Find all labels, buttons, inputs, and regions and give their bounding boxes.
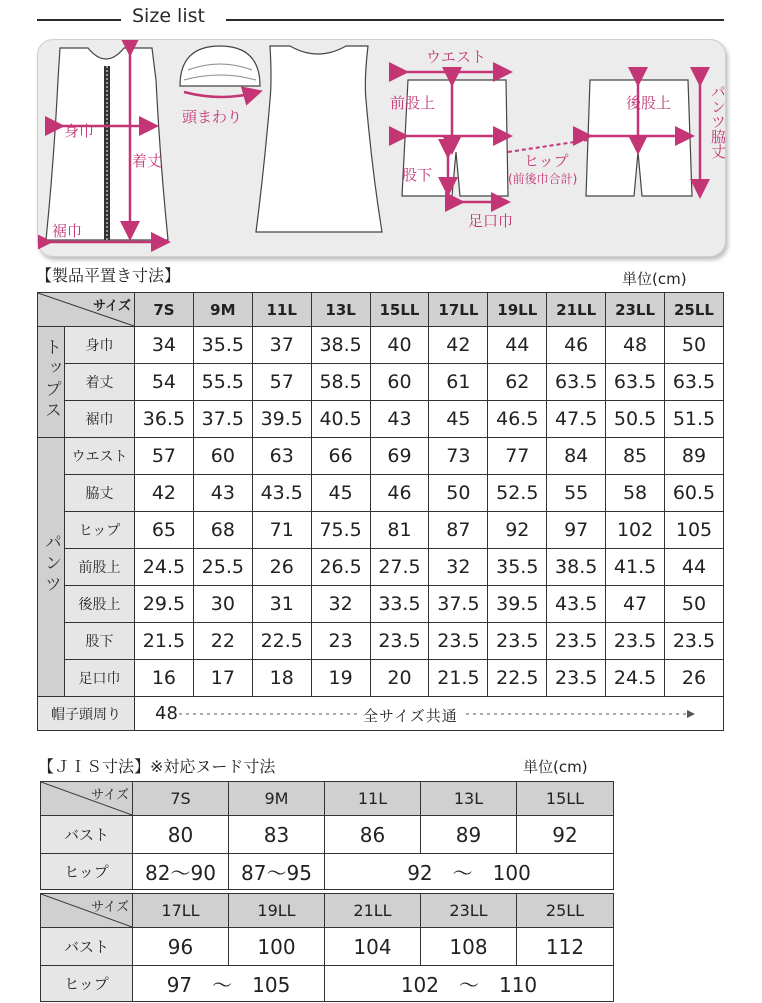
group-label [38, 438, 65, 697]
table-row [38, 327, 724, 364]
table-cell: 39.5 [488, 586, 547, 623]
table-cell: 37.5 [193, 401, 252, 438]
head-circ-arrow [184, 92, 258, 97]
label-length: 着丈 [132, 152, 163, 170]
label-hem-width: 裾巾 [52, 222, 83, 240]
table-cell: 35.5 [488, 549, 547, 586]
cap-outline [180, 46, 260, 86]
size-header-label: サイズ [93, 299, 131, 314]
table-cell: 24.5 [606, 660, 665, 697]
illustration-panel [37, 39, 726, 257]
jis-bust-cell: 80 [133, 816, 229, 854]
table-cell: 73 [429, 438, 488, 475]
table-cell: 87 [429, 512, 488, 549]
cap-row [38, 697, 724, 731]
size-column-header: 23LL [606, 293, 665, 327]
table-cell: 77 [488, 438, 547, 475]
size-column-header: 9M [193, 293, 252, 327]
jis-size-column-header: 25LL [517, 894, 614, 928]
jis-bust-label: バスト [41, 928, 133, 966]
table-cell: 63.5 [606, 364, 665, 401]
size-column-header: 11L [252, 293, 311, 327]
table-row [38, 549, 724, 586]
table-cell: 45 [429, 401, 488, 438]
table-cell: 75.5 [311, 512, 370, 549]
table-cell: 50 [665, 586, 724, 623]
product-table-unit: 単位(cm) [622, 270, 687, 288]
jis-size-column-header: 7S [133, 782, 229, 816]
table-row [38, 512, 724, 549]
label-back-rise: 後股上 [626, 94, 672, 112]
label-hip-note: (前後巾合計) [508, 172, 578, 186]
table-cell: 84 [547, 438, 606, 475]
row-label: 後股上 [65, 586, 135, 623]
table-cell: 26 [252, 549, 311, 586]
table-cell: 26.5 [311, 549, 370, 586]
row-label: 前股上 [65, 549, 135, 586]
row-label: 脇丈 [65, 475, 135, 512]
table-cell: 22 [193, 623, 252, 660]
jis-hip-cell: 82〜90 [133, 854, 229, 890]
label-leg-opening: 足口巾 [468, 212, 514, 230]
table-cell: 18 [252, 660, 311, 697]
row-label: 身巾 [65, 327, 135, 364]
jis-bust-cell: 92 [517, 816, 614, 854]
table-row [38, 660, 724, 697]
group-label [38, 327, 65, 438]
jis-size-column-header: 17LL [133, 894, 229, 928]
table-cell: 92 [488, 512, 547, 549]
table-cell: 30 [193, 586, 252, 623]
jis-bust-label: バスト [41, 816, 133, 854]
table-cell: 38.5 [311, 327, 370, 364]
table-cell: 22.5 [252, 623, 311, 660]
table-cell: 23.5 [547, 623, 606, 660]
row-label: 足口巾 [65, 660, 135, 697]
table-cell: 23.5 [665, 623, 724, 660]
table-cell: 21.5 [135, 623, 194, 660]
table-cell: 43 [370, 401, 429, 438]
row-label: 股下 [65, 623, 135, 660]
table-cell: 50.5 [606, 401, 665, 438]
table-cell: 61 [429, 364, 488, 401]
jis-size-header-corner [41, 894, 133, 928]
row-label: 着丈 [65, 364, 135, 401]
size-column-header: 7S [135, 293, 194, 327]
table-cell: 60.5 [665, 475, 724, 512]
jis-bust-row [41, 928, 614, 966]
table-cell: 50 [429, 475, 488, 512]
table-cell: 43 [193, 475, 252, 512]
table-cell: 85 [606, 438, 665, 475]
jis-hip-cell: 92 〜 100 [325, 854, 614, 890]
table-cell: 57 [252, 364, 311, 401]
jis-hip-row [41, 966, 614, 1002]
zipper [104, 66, 110, 240]
jis-hip-row [41, 854, 614, 890]
table-cell: 48 [606, 327, 665, 364]
table-cell: 57 [135, 438, 194, 475]
jis-bust-row [41, 816, 614, 854]
group-label-text: トップス [41, 337, 61, 422]
label-waist: ウエスト [426, 48, 487, 66]
jis-bust-cell: 83 [229, 816, 325, 854]
table-cell: 34 [135, 327, 194, 364]
jis-table-title: 【ＪＩＳ寸法】※対応ヌード寸法 [38, 757, 276, 776]
table-cell: 71 [252, 512, 311, 549]
table-cell: 38.5 [547, 549, 606, 586]
table-cell: 62 [488, 364, 547, 401]
table-cell: 23 [311, 623, 370, 660]
table-cell: 43.5 [547, 586, 606, 623]
table-cell: 39.5 [252, 401, 311, 438]
jis-size-header-label: サイズ [91, 900, 129, 915]
table-cell: 23.5 [429, 623, 488, 660]
table-cell: 55 [547, 475, 606, 512]
jis-hip-cell: 87〜95 [229, 854, 325, 890]
table-cell: 102 [606, 512, 665, 549]
jis-bust-cell: 89 [421, 816, 517, 854]
label-hip: ヒップ [524, 152, 569, 170]
table-cell: 25.5 [193, 549, 252, 586]
table-cell: 40 [370, 327, 429, 364]
header-rule-right [226, 19, 724, 21]
cap-common-note: 全サイズ共通 [359, 705, 462, 726]
table-cell: 20 [370, 660, 429, 697]
table-cell: 46.5 [488, 401, 547, 438]
table-cell: 60 [193, 438, 252, 475]
table-cell: 33.5 [370, 586, 429, 623]
label-inseam: 股下 [402, 166, 433, 184]
table-cell: 55.5 [193, 364, 252, 401]
table-cell: 24.5 [135, 549, 194, 586]
size-column-header: 17LL [429, 293, 488, 327]
table-cell: 37 [252, 327, 311, 364]
table-cell: 23.5 [547, 660, 606, 697]
table-cell: 40.5 [311, 401, 370, 438]
jis-bust-cell: 86 [325, 816, 421, 854]
group-label-text: パンツ [41, 533, 61, 596]
table-cell: 42 [135, 475, 194, 512]
table-cell: 68 [193, 512, 252, 549]
table-cell: 89 [665, 438, 724, 475]
table-cell: 97 [547, 512, 606, 549]
table-row [38, 475, 724, 512]
jis-table-part1 [40, 781, 614, 890]
top-back-outline [256, 46, 382, 232]
table-cell: 32 [311, 586, 370, 623]
label-head-circ: 頭まわり [182, 108, 243, 126]
table-cell: 43.5 [252, 475, 311, 512]
table-row [38, 586, 724, 623]
jis-bust-cell: 96 [133, 928, 229, 966]
jis-bust-cell: 100 [229, 928, 325, 966]
table-cell: 21.5 [429, 660, 488, 697]
table-cell: 17 [193, 660, 252, 697]
row-label: 裾巾 [65, 401, 135, 438]
jis-bust-cell: 104 [325, 928, 421, 966]
table-row [38, 623, 724, 660]
jis-bust-cell: 108 [421, 928, 517, 966]
table-cell: 35.5 [193, 327, 252, 364]
cap-value: 48 [155, 703, 178, 724]
table-cell: 37.5 [429, 586, 488, 623]
table-cell: 44 [488, 327, 547, 364]
jis-hip-cell: 102 〜 110 [325, 966, 614, 1002]
table-cell: 36.5 [135, 401, 194, 438]
size-column-header: 21LL [547, 293, 606, 327]
table-cell: 46 [370, 475, 429, 512]
table-row [38, 364, 724, 401]
table-row [38, 438, 724, 475]
table-cell: 47.5 [547, 401, 606, 438]
table-cell: 54 [135, 364, 194, 401]
jis-hip-label: ヒップ [41, 854, 133, 890]
jis-hip-label: ヒップ [41, 966, 133, 1002]
size-column-header: 15LL [370, 293, 429, 327]
product-size-table [37, 292, 724, 731]
table-cell: 50 [665, 327, 724, 364]
table-cell: 63 [252, 438, 311, 475]
table-cell: 23.5 [606, 623, 665, 660]
jis-table-unit: 単位(cm) [523, 758, 588, 776]
table-cell: 58 [606, 475, 665, 512]
jis-size-column-header: 23LL [421, 894, 517, 928]
table-cell: 19 [311, 660, 370, 697]
table-cell: 63.5 [665, 364, 724, 401]
table-cell: 47 [606, 586, 665, 623]
size-column-header: 25LL [665, 293, 724, 327]
jis-bust-cell: 112 [517, 928, 614, 966]
table-cell: 23.5 [488, 623, 547, 660]
table-cell: 26 [665, 660, 724, 697]
jis-size-column-header: 9M [229, 782, 325, 816]
table-cell: 65 [135, 512, 194, 549]
table-cell: 23.5 [370, 623, 429, 660]
table-cell: 41.5 [606, 549, 665, 586]
jis-table-part2 [40, 893, 614, 1002]
size-header-row [38, 293, 724, 327]
row-label: ウエスト [65, 438, 135, 475]
table-cell: 31 [252, 586, 311, 623]
table-cell: 42 [429, 327, 488, 364]
table-cell: 29.5 [135, 586, 194, 623]
table-cell: 52.5 [488, 475, 547, 512]
jis-size-column-header: 13L [421, 782, 517, 816]
size-header-corner [38, 293, 135, 327]
jis-size-column-header: 11L [325, 782, 421, 816]
table-row [38, 401, 724, 438]
page-title: Size list [132, 5, 205, 27]
row-label: ヒップ [65, 512, 135, 549]
cap-row-value [135, 697, 724, 731]
header-rule-left [37, 19, 121, 21]
size-column-header: 19LL [488, 293, 547, 327]
jis-size-header-row [41, 782, 614, 816]
table-cell: 60 [370, 364, 429, 401]
table-cell: 22.5 [488, 660, 547, 697]
table-cell: 27.5 [370, 549, 429, 586]
label-side-length: パンツ脇丈 [709, 84, 727, 159]
jis-size-column-header: 21LL [325, 894, 421, 928]
table-cell: 58.5 [311, 364, 370, 401]
table-cell: 66 [311, 438, 370, 475]
jis-size-header-row [41, 894, 614, 928]
jis-size-column-header: 19LL [229, 894, 325, 928]
table-cell: 44 [665, 549, 724, 586]
label-front-rise: 前股上 [390, 94, 436, 112]
table-cell: 16 [135, 660, 194, 697]
table-cell: 51.5 [665, 401, 724, 438]
table-cell: 81 [370, 512, 429, 549]
jis-hip-cell: 97 〜 105 [133, 966, 325, 1002]
table-cell: 63.5 [547, 364, 606, 401]
cap-row-label: 帽子頭周り [38, 697, 135, 731]
label-body-width: 身巾 [64, 122, 95, 140]
garment-illustration [38, 40, 725, 256]
size-column-header: 13L [311, 293, 370, 327]
table-cell: 45 [311, 475, 370, 512]
table-cell: 32 [429, 549, 488, 586]
jis-size-column-header: 15LL [517, 782, 614, 816]
table-cell: 46 [547, 327, 606, 364]
jis-size-header-label: サイズ [91, 788, 129, 803]
jis-size-header-corner [41, 782, 133, 816]
table-cell: 105 [665, 512, 724, 549]
product-table-title: 【製品平置き寸法】 [36, 266, 181, 285]
table-cell: 69 [370, 438, 429, 475]
